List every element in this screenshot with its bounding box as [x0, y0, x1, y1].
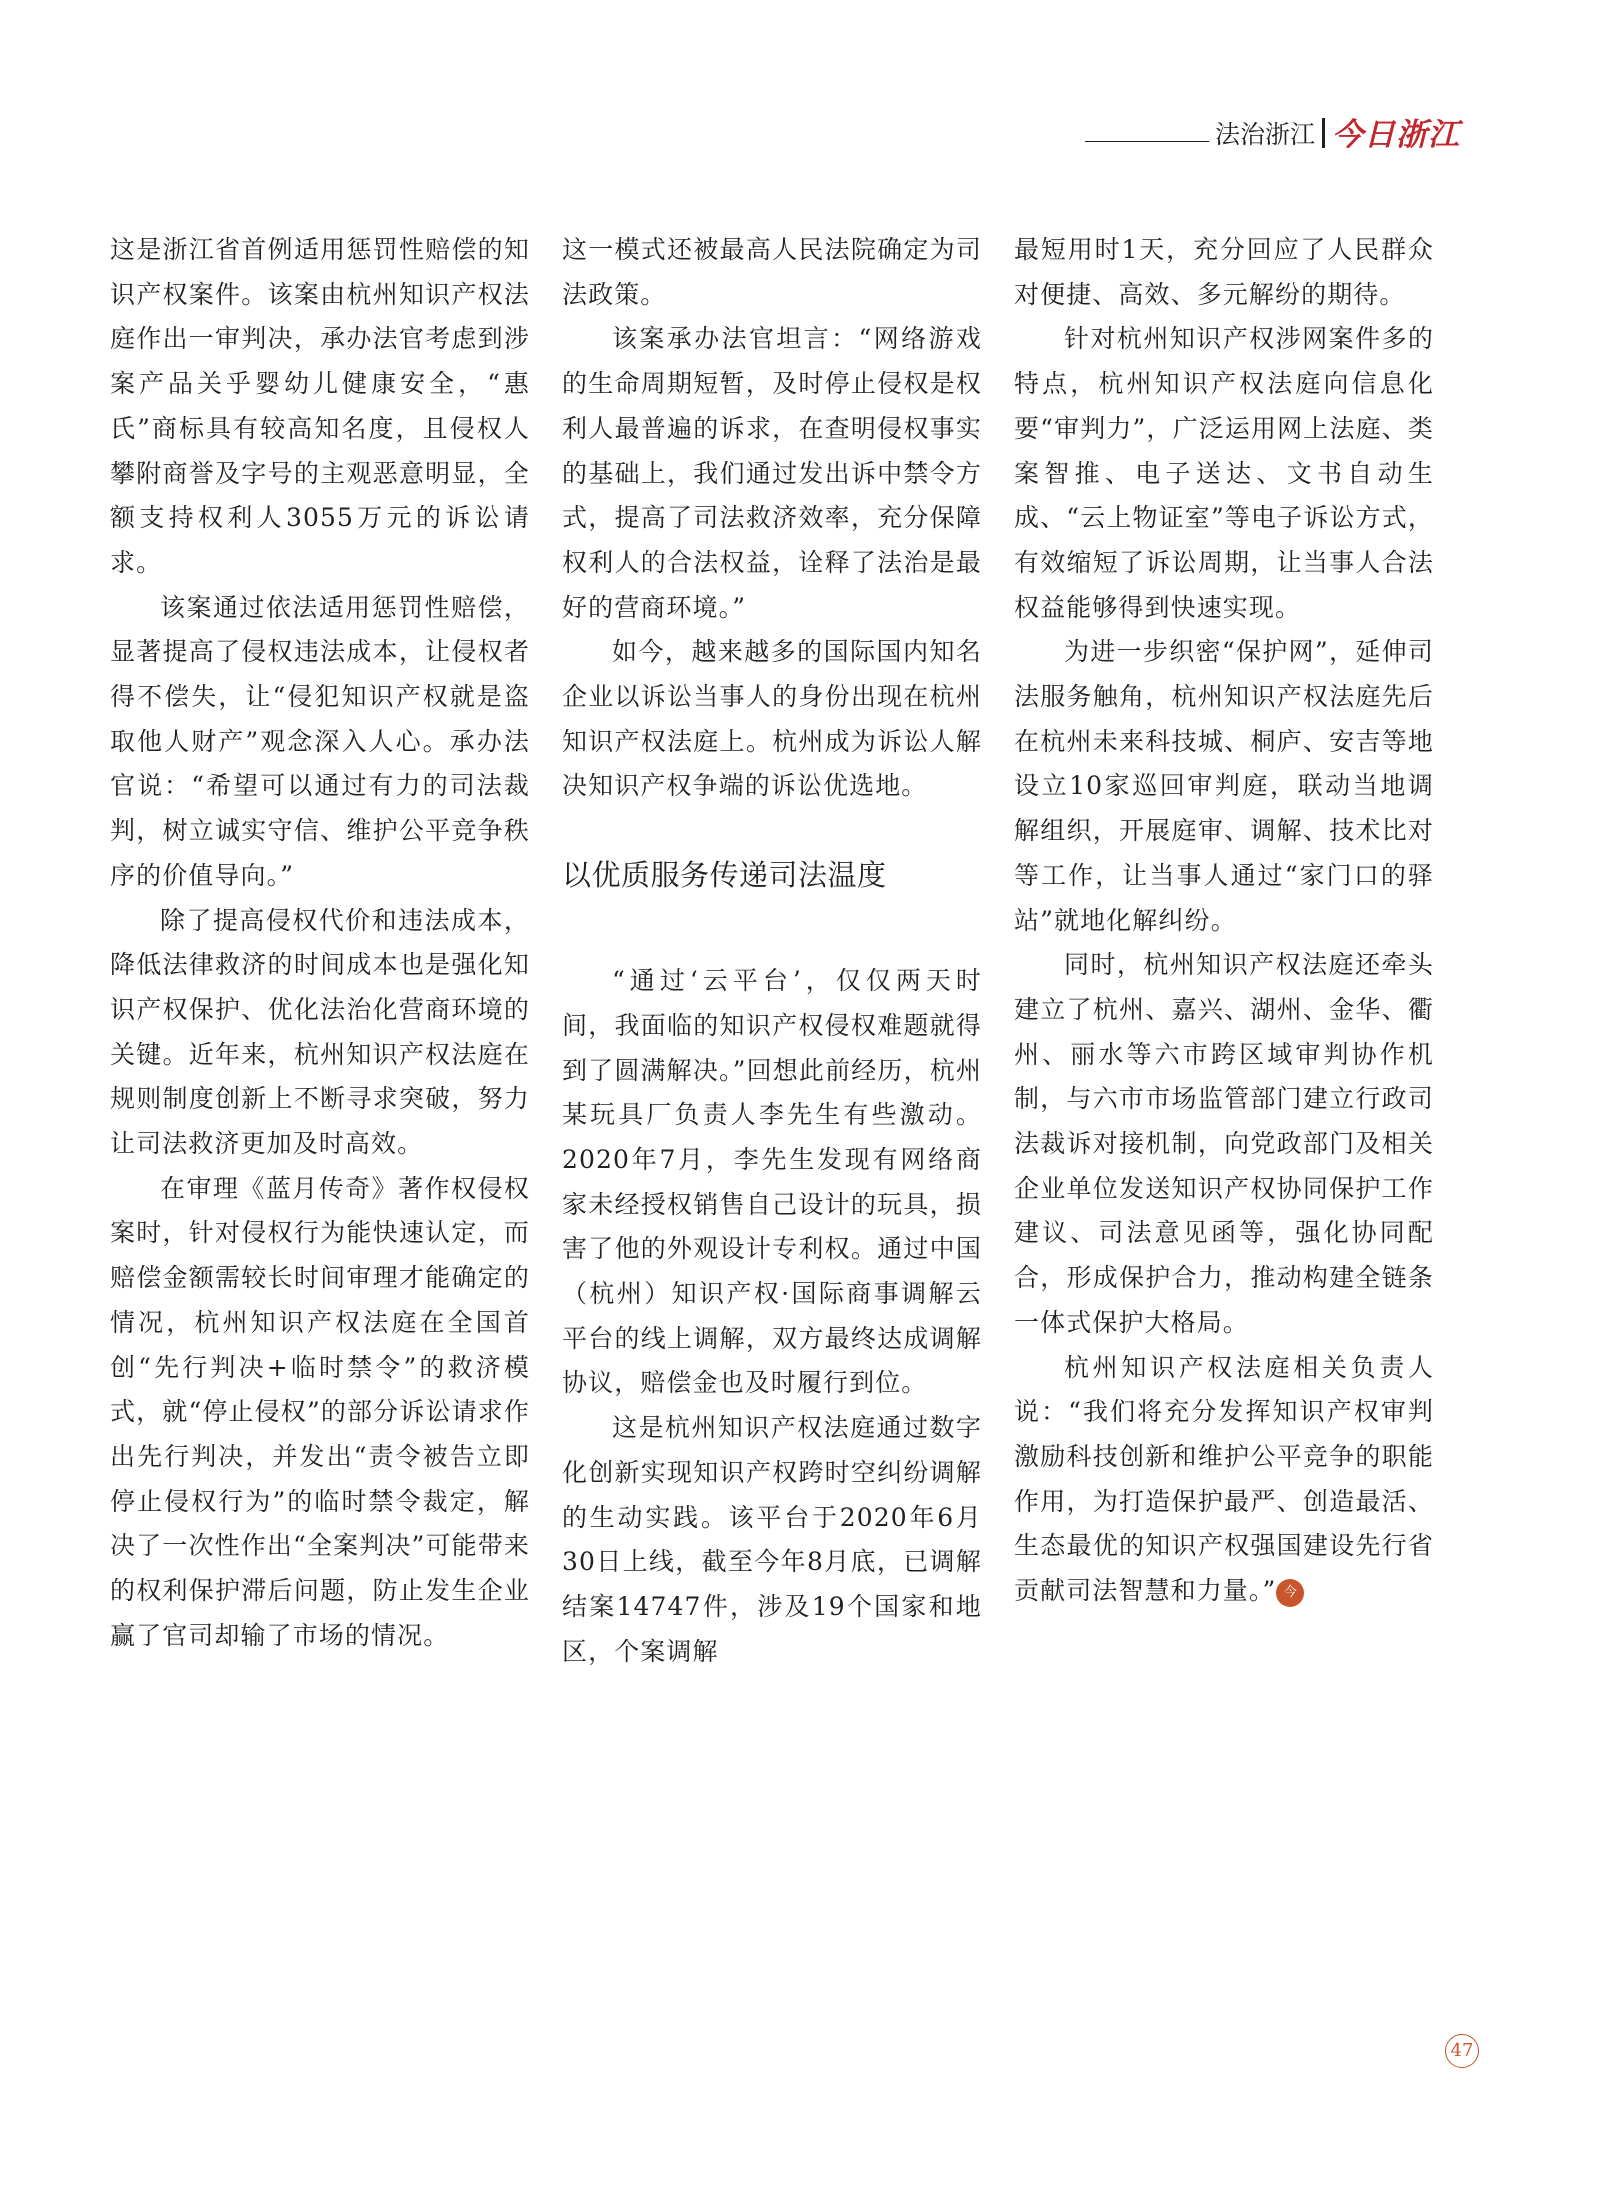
paragraph: 为进一步织密“保护网”，延伸司法服务触角，杭州知识产权法庭先后在杭州未来科技城、桐庐、安吉等地设立10家巡回审判庭，联动当地调解组织，开展庭审、调解、技术比对等工作，让当事人通过“家门口的驿站”就地化解纠纷。 — [1014, 637, 1434, 935]
paragraph: “通过‘云平台’，仅仅两天时间，我面临的知识产权侵权难题就得到了圆满解决。”回想此前经历，杭州某玩具厂负责人李先生有些激动。2020年7月，李先生发现有网络商家未经授权销售自己设计的玩具，损害了他的外观设计专利权。通过中国（杭州）知识产权·国际商事调解云平台的线上调解，双方最终达成调解协议，赔偿金也及时履行到位。 — [562, 966, 982, 1398]
paragraph: 该案承办法官坦言：“网络游戏的生命周期短暂，及时停止侵权是权利人最普遍的诉求，在查明侵权事实的基础上，我们通过发出诉中禁令方式，提高了司法救济效率，充分保障权利人的合法权益，诠释了法治是最好的营商环境。” — [562, 324, 982, 622]
paragraph: 该案通过依法适用惩罚性赔偿，显著提高了侵权违法成本，让侵权者得不偿失，让“侵犯知识产权就是盗取他人财产”观念深入人心。承办法官说：“希望可以通过有力的司法裁判，树立诚实守信、维护公平竞争秩序的价值导向。” — [110, 592, 530, 890]
paragraph — [1014, 1346, 1434, 1614]
header-divider — [1322, 118, 1325, 148]
paragraph: 除了提高侵权代价和违法成本，降低法律救济的时间成本也是强化知识产权保护、优化法治化营商环境的关键。近年来，杭州知识产权法庭在规则制度创新上不断寻求突破，努力让司法救济更加及时高效。 — [110, 905, 530, 1159]
paragraph: 这一模式还被最高人民法院确定为司法政策。 — [562, 235, 982, 309]
paragraph: 如今，越来越多的国际国内知名企业以诉讼当事人的身份出现在杭州知识产权法庭上。杭州成为诉讼人解决知识产权争端的诉讼优选地。 — [562, 637, 982, 801]
header-rule — [1085, 141, 1209, 142]
magazine-logo: 今日浙江 — [1332, 117, 1460, 153]
paragraph: 最短用时1天，充分回应了人民群众对便捷、高效、多元解纷的期待。 — [1014, 235, 1434, 309]
section-subheading: 以优质服务传递司法温度 — [562, 858, 887, 893]
end-of-article-mark: 今 — [1276, 1579, 1304, 1607]
page-header — [1085, 118, 1460, 152]
paragraph: 针对杭州知识产权涉网案件多的特点，杭州知识产权法庭向信息化要“审判力”，广泛运用网上法庭、类案智推、电子送达、文书自动生成、“云上物证室”等电子诉讼方式，有效缩短了诉讼周期，让当事人合法权益能够得到快速实现。 — [1014, 324, 1434, 622]
paragraph: 同时，杭州知识产权法庭还牵头建立了杭州、嘉兴、湖州、金华、衢州、丽水等六市跨区域审判协作机制，与六市市场监管部门建立行政司法裁诉对接机制，向党政部门及相关企业单位发送知识产权协同保护工作建议、司法意见函等，强化协同配合，形成保护合力，推动构建全链条一体式保护大格局。 — [1014, 950, 1434, 1337]
column-2 — [562, 228, 982, 1674]
paragraph: 这是浙江省首例适用惩罚性赔偿的知识产权案件。该案由杭州知识产权法庭作出一审判决，承办法官考虑到涉案产品关乎婴幼儿健康安全，“惠氏”商标具有较高知名度，且侵权人攀附商誉及字号的主观恶意明显，全额支持权利人3055万元的诉讼请求。 — [110, 235, 530, 577]
paragraph: 在审理《蓝月传奇》著作权侵权案时，针对侵权行为能快速认定，而赔偿金额需较长时间审理才能确定的情况，杭州知识产权法庭在全国首创“先行判决+临时禁令”的救济模式，就“停止侵权”的部分诉讼请求作出先行判决，并发出“责令被告立即停止侵权行为”的临时禁令裁定，解决了一次性作出“全案判决”可能带来的权利保护滞后问题，防止发生企业赢了官司却输了市场的情况。 — [110, 1173, 530, 1650]
column-3 — [1014, 228, 1434, 1614]
page-number: 47 — [1445, 2034, 1479, 2068]
paragraph: 这是杭州知识产权法庭通过数字化创新实现知识产权跨时空纠纷调解的生动实践。该平台于2020年6月30日上线，截至今年8月底，已调解结案14747件，涉及19个国家和地区，个案调解 — [562, 1413, 982, 1666]
column-1 — [110, 228, 530, 1659]
paragraph-text: 杭州知识产权法庭相关负责人说：“我们将充分发挥知识产权审判激励科技创新和维护公平竞争的职能作用，为打造保护最严、创造最活、生态最优的知识产权强国建设先行省贡献司法智慧和力量。” — [1014, 1352, 1434, 1606]
section-title: 法治浙江 — [1214, 120, 1315, 149]
